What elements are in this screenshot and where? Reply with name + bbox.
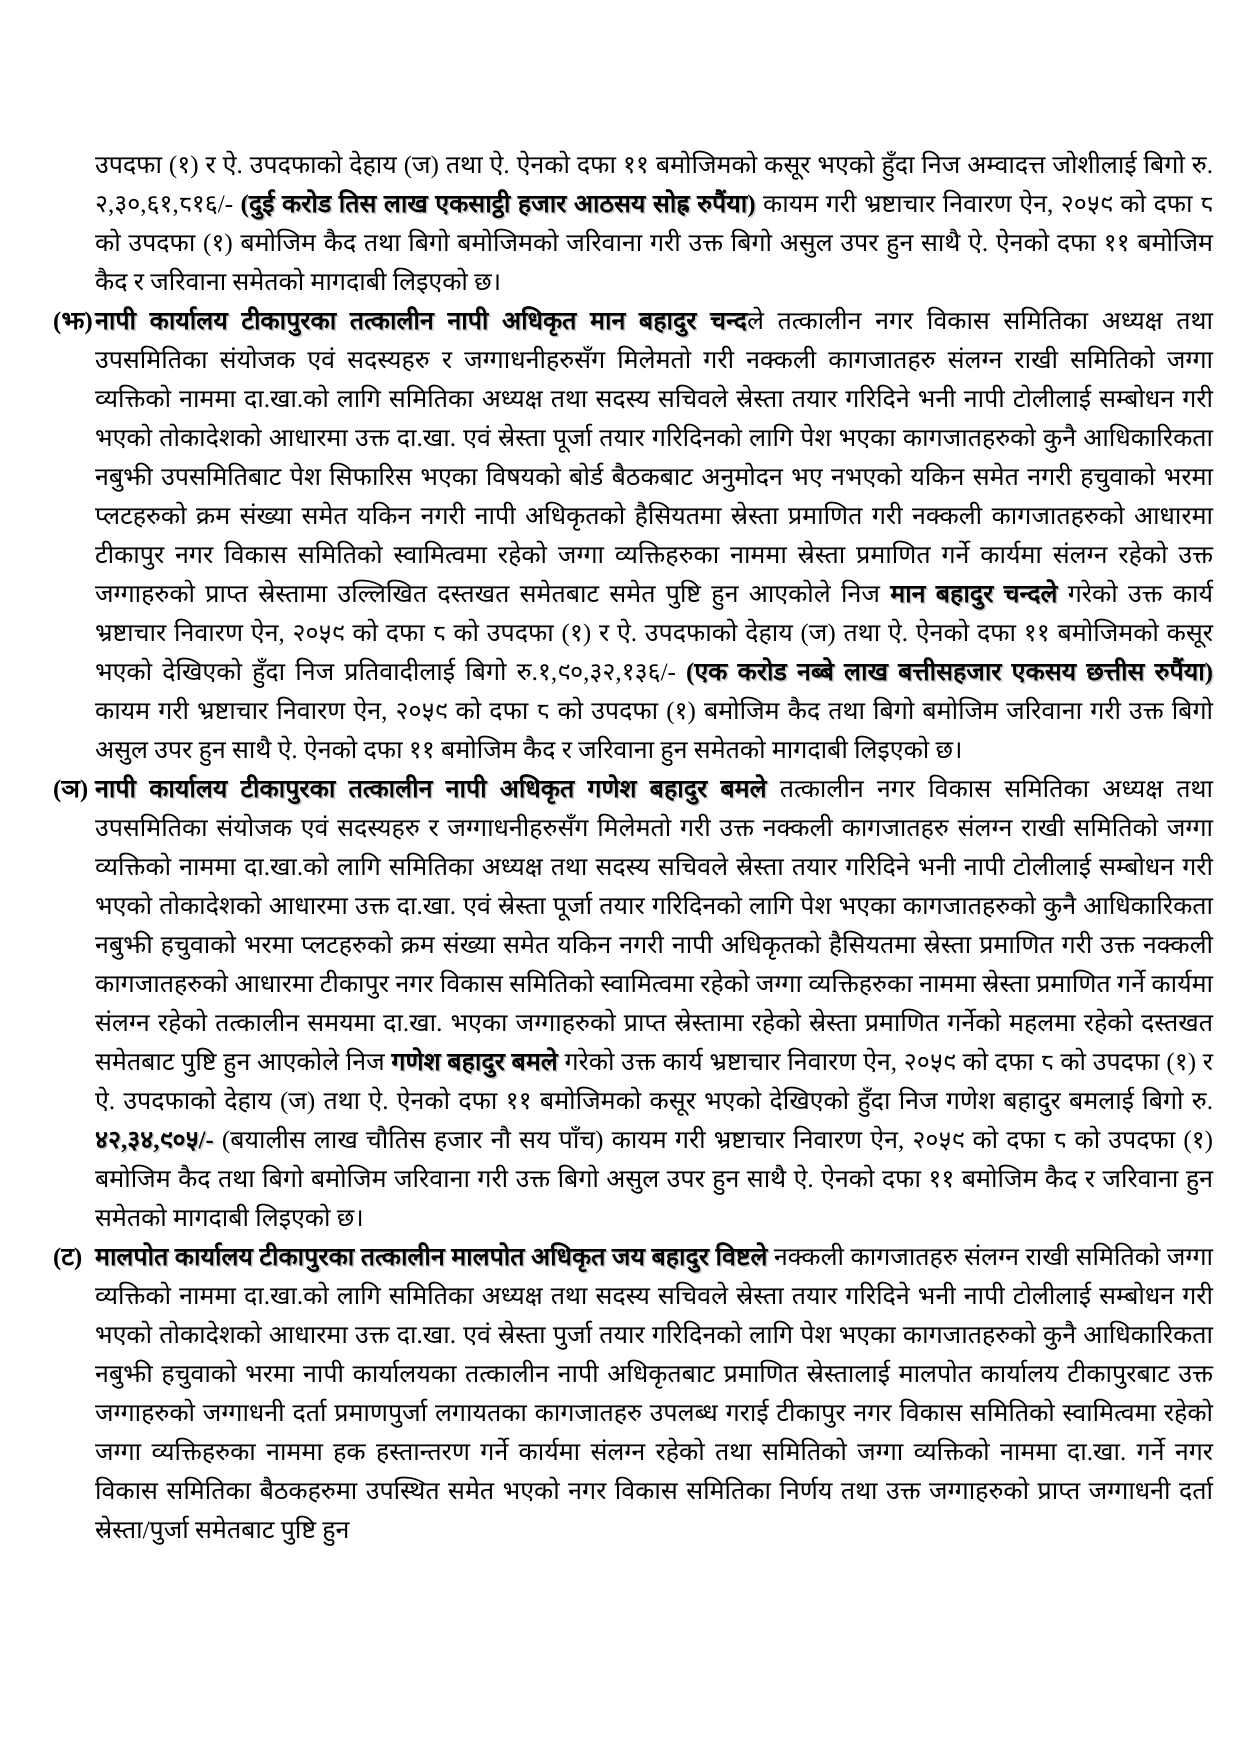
- body-text: उपदफा (१) र ऐ. उपदफाको देहाय (ज) तथा ऐ. ऐनको दफा ११ बमोजिमको कसूर भएको हुँदा निज अम्वादत्त जोशीलाई बिगो रु. २,३०,६१,८१६/-: [95, 152, 1213, 218]
- emphasized-text: (एक करोड नब्बे लाख बत्तीसहजार एकसय छत्तीस रुपैंया): [686, 659, 1214, 686]
- body-text: ले तत्कालीन नगर विकास समितिका अध्यक्ष तथा उपसमितिका संयोजक एवं सदस्यहरु र जग्गाधनीहरुसँग मिलेमतो गरी नक्कली कागजातहरु संलग्न राखी समितिको जग्गा व्यक्तिको नाममा दा.खा.को लागि समितिका अध्यक्ष तथा सदस्य सचिवले स्रेस्ता तयार गरिदिने भनी नापी टोलीलाई सम्बोधन गरी भएको तोकादेशको आधारमा उक्त दा.खा. एवं स्रेस्ता पूर्जा तयार गरिदिनको लागि पेश भएका कागजातहरुको कुनै आधिकारिकता नबुझी उपसमितिबाट पेश सिफारिस भएका विषयको बोर्ड बैठकबाट अनुमोदन भए नभएको यकिन समेत नगरी हचुवाको भरमा प्लटहरुको क्रम संख्या समेत यकिन नगरी नापी अधिकृतको हैसियतमा स्रेस्ता प्रमाणित गरी नक्कली कागजातहरुको आधारमा टीकापुर नगर विकास समितिको स्वामित्वमा रहेको जग्गा व्यक्तिहरुका नाममा स्रेस्ता प्रमाणित गर्ने कार्यमा संलग्न रहेको उक्त जग्गाहरुको प्राप्त स्रेस्तामा उल्लिखित दस्तखत समेतबाट समेत पुष्टि हुन आएकोले निज: [95, 308, 1214, 608]
- paragraph: [95, 146, 1213, 302]
- body-text: (बयालीस लाख चौतिस हजार नौ सय पाँच) कायम गरी भ्रष्टाचार निवारण ऐन, २०५९ को दफा ८ को उपदफा (१) बमोजिम कैद तथा बिगो बमोजिम जरिवाना गरी उक्त बिगो असुल उपर हुन साथै ऐ. ऐनको दफा ११ बमोजिम कैद र जरिवाना हुन समेतको मागदाबी लिइएको छ।: [95, 1127, 1213, 1232]
- paragraph-label: (ट): [53, 1244, 83, 1271]
- emphasized-text: नापी कार्यालय टीकापुरका तत्कालीन नापी अधिकृत गणेश बहादुर बमले: [95, 776, 767, 803]
- emphasized-text: ४२,३४,९०५/-: [95, 1127, 214, 1154]
- emphasized-text: (दुई करोड तिस लाख एकसाट्ठी हजार आठसय सोह्र रुपैंया): [240, 191, 756, 218]
- emphasized-text: नापी कार्यालय टीकापुरका तत्कालीन नापी अधिकृत मान बहादुर चन्द: [95, 308, 747, 335]
- emphasized-text: गणेश बहादुर बमले: [391, 1049, 558, 1076]
- paragraph: [53, 770, 1214, 1238]
- document-body: [53, 146, 1214, 1550]
- emphasized-text: मान बहादुर चन्दले: [890, 581, 1058, 608]
- body-text: कायम गरी भ्रष्टाचार निवारण ऐन, २०५९ को दफा ८ को उपदफा (१) बमोजिम कैद तथा बिगो बमोजिम जरिवाना गरी उक्त बिगो असुल उपर हुन साथै ऐ. ऐनको दफा ११ बमोजिम कैद र जरिवाना हुन समेतको मागदाबी लिइएको छ।: [95, 698, 1213, 764]
- body-text: नक्कली कागजातहरु संलग्न राखी समितिको जग्गा व्यक्तिको नाममा दा.खा.को लागि समितिका अध्यक्ष तथा सदस्य सचिवले स्रेस्ता तयार गरिदिने भनी नापी टोलीलाई सम्बोधन गरी भएको तोकादेशको आधारमा उक्त दा.खा. एवं स्रेस्ता पुर्जा तयार गरिदिनको लागि पेश भएका कागजातहरुको कुनै आधिकारिकता नबुझी हचुवाको भरमा नापी कार्यालयका तत्कालीन नापी अधिकृतबाट प्रमाणित स्रेस्तालाई मालपोत कार्यालय टीकापुरबाट उक्त जग्गाहरुको जग्गाधनी दर्ता प्रमाणपुर्जा लगायतका कागजातहरु उपलब्ध गराई टीकापुर नगर विकास समितिको स्वामित्वमा रहेको जग्गा व्यक्तिहरुका नाममा हक हस्तान्तरण गर्ने कार्यमा संलग्न रहेको तथा समितिको जग्गा व्यक्तिको नाममा दा.खा. गर्ने नगर विकास समितिका बैठकहरुमा उपस्थित समेत भएको नगर विकास समितिका निर्णय तथा उक्त जग्गाहरुको प्राप्त जग्गाधनी दर्ता स्रेस्ता/पुर्जा समेतबाट पुष्टि हुन: [95, 1244, 1213, 1544]
- body-text: तत्कालीन नगर विकास समितिका अध्यक्ष तथा उपसमितिका संयोजक एवं सदस्यहरु र जग्गाधनीहरुसँग मिलेमतो गरी उक्त नक्कली कागजातहरु संलग्न राखी समितिको जग्गा व्यक्तिको नाममा दा.खा.को लागि समितिका अध्यक्ष तथा सदस्य सचिवले स्रेस्ता तयार गरिदिने भनी नापी टोलीलाई सम्बोधन गरी भएको तोकादेशको आधारमा उक्त दा.खा. एवं स्रेस्ता पूर्जा तयार गरिदिनको लागि पेश भएका कागजातहरुको कुनै आधिकारिकता नबुझी हचुवाको भरमा प्लटहरुको क्रम संख्या समेत यकिन नगरी नापी अधिकृतको हैसियतमा स्रेस्ता प्रमाणित गरी उक्त नक्कली कागजातहरुको आधारमा टीकापुर नगर विकास समितिको स्वामित्वमा रहेको जग्गा व्यक्तिहरुका नाममा स्रेस्ता प्रमाणित गर्ने कार्यमा संलग्न रहेको तत्कालीन समयमा दा.खा. भएका जग्गाहरुको प्राप्त स्रेस्तामा रहेको स्रेस्ता प्रमाणित गर्नेको महलमा रहेको दस्तखत समेतबाट पुष्टि हुन आएकोले निज: [95, 776, 1214, 1076]
- body-text: गरेको उक्त कार्य भ्रष्टाचार निवारण ऐन, २०५९ को दफा ८ को उपदफा (१) र ऐ. उपदफाको देहाय (ज) तथा ऐ. ऐनको दफा ११ बमोजिमको कसूर भएको देखिएको हुँदा निज गणेश बहादुर बमलाई बिगो रु.: [95, 1049, 1214, 1115]
- paragraph: [53, 1238, 1213, 1550]
- body-text: कायम गरी भ्रष्टाचार निवारण ऐन, २०५९ को दफा ८ को उपदफा (१) बमोजिम कैद तथा बिगो बमोजिमको जरिवाना गरी उक्त बिगो असुल उपर हुन साथै ऐ. ऐनको दफा ११ बमोजिम कैद र जरिवाना समेतको मागदाबी लिइएको छ।: [95, 191, 1213, 296]
- paragraph: [53, 302, 1214, 770]
- paragraph-label: (ञ): [53, 776, 89, 803]
- paragraph-label: (झ): [53, 308, 93, 335]
- body-text: गरेको उक्त कार्य भ्रष्टाचार निवारण ऐन, २०५९ को दफा ८ को उपदफा (१) र ऐ. उपदफाको देहाय (ज) तथा ऐ. ऐनको दफा ११ बमोजिमको कसूर भएको देखिएको हुँदा निज प्रतिवादीलाई बिगो रु.१,९०,३२,१३६/-: [95, 581, 1213, 686]
- emphasized-text: मालपोत कार्यालय टीकापुरका तत्कालीन मालपोत अधिकृत जय बहादुर विष्टले: [95, 1244, 768, 1271]
